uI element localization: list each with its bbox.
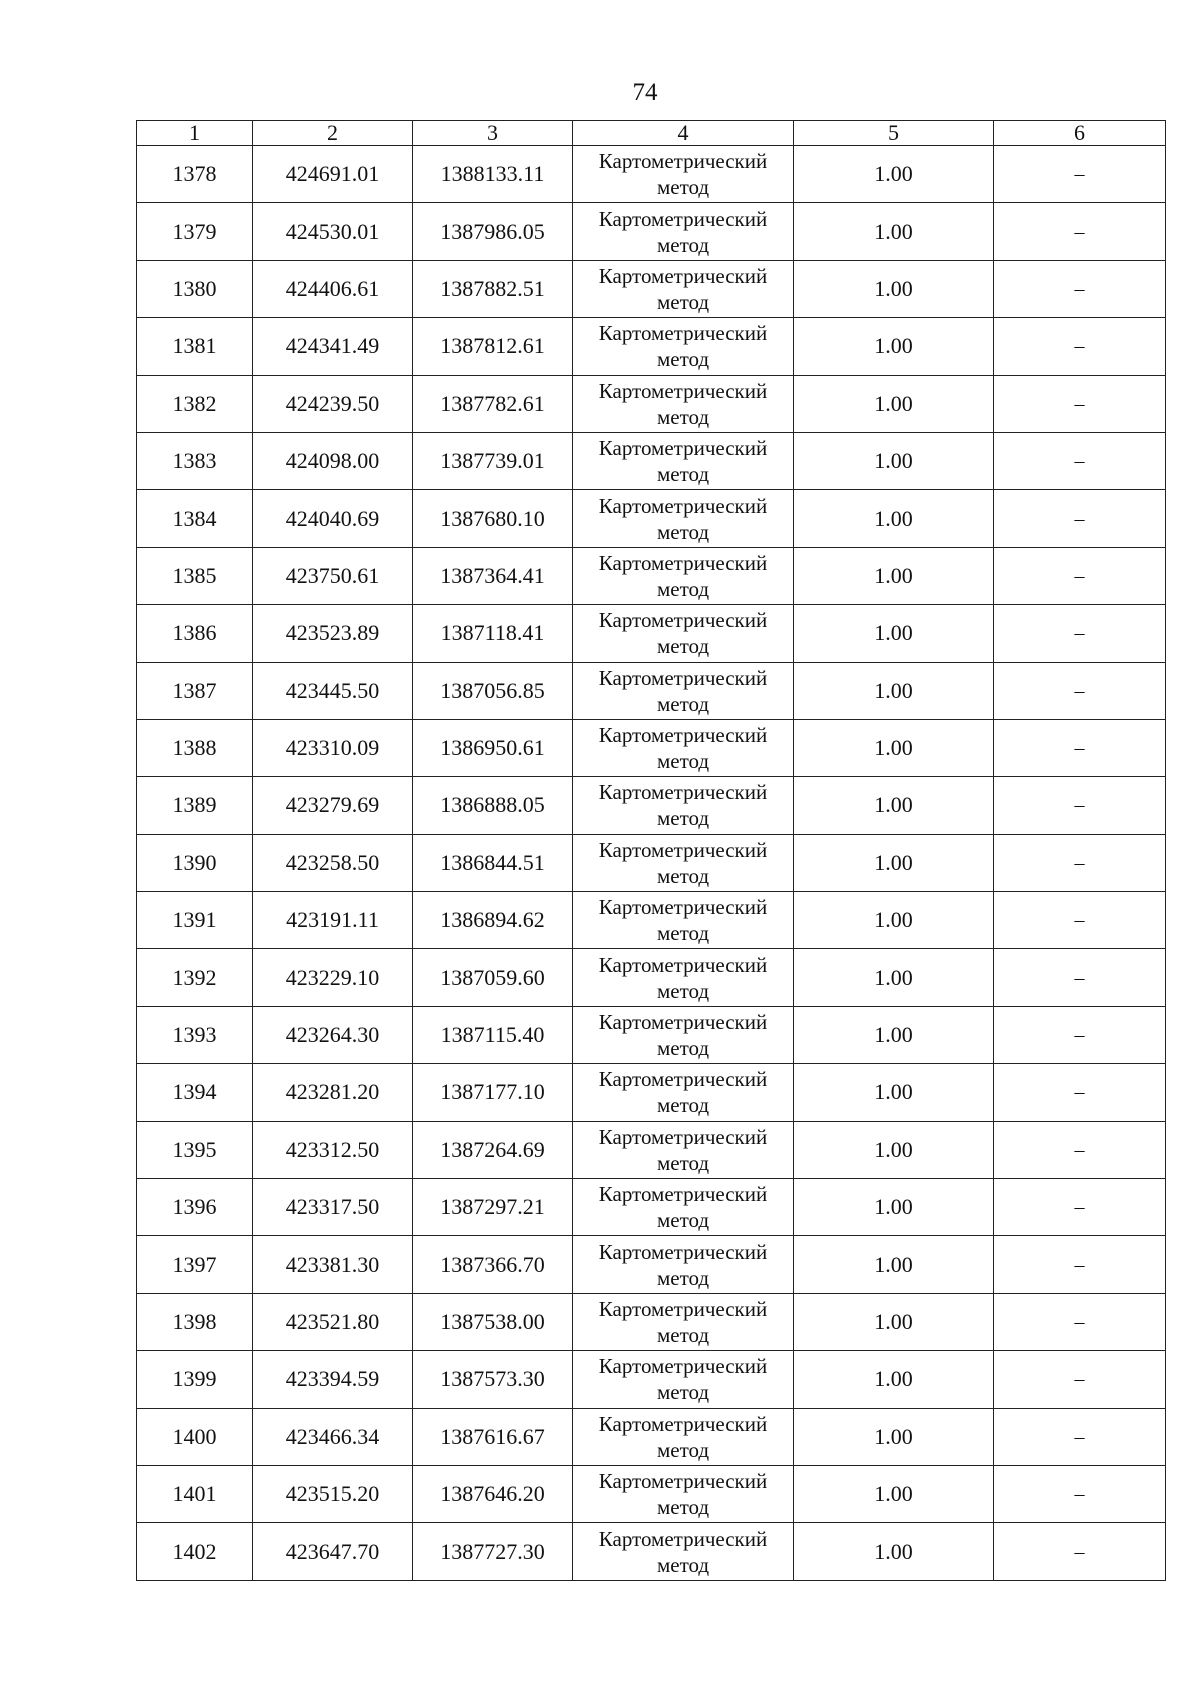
- table-row: [137, 1236, 1166, 1293]
- method-cell: [573, 834, 794, 891]
- x-coordinate-cell: 423647.70: [253, 1523, 413, 1580]
- method-text-line2: метод: [656, 1437, 710, 1462]
- method-text-line2: метод: [656, 691, 710, 716]
- method-text-line2: метод: [656, 462, 710, 487]
- method-text-line2: метод: [656, 634, 710, 659]
- method-cell: [573, 1121, 794, 1178]
- y-coordinate-cell: 1387782.61: [413, 375, 573, 432]
- method-cell: [573, 777, 794, 834]
- y-coordinate-cell: 1386844.51: [413, 834, 573, 891]
- note-cell: –: [994, 777, 1166, 834]
- method-text-line2: метод: [656, 749, 710, 774]
- note-cell: –: [994, 1293, 1166, 1350]
- method-cell: [573, 1179, 794, 1236]
- method-cell: [573, 1064, 794, 1121]
- method-text-line1: Картометрический: [598, 1354, 768, 1379]
- point-number-cell: 1393: [137, 1006, 253, 1063]
- method-cell: [573, 318, 794, 375]
- y-coordinate-cell: 1387812.61: [413, 318, 573, 375]
- method-cell: [573, 375, 794, 432]
- table-row: [137, 318, 1166, 375]
- method-cell: [573, 949, 794, 1006]
- y-coordinate-cell: 1387680.10: [413, 490, 573, 547]
- method-text-line2: метод: [656, 1150, 710, 1175]
- note-cell: –: [994, 432, 1166, 489]
- x-coordinate-cell: 424341.49: [253, 318, 413, 375]
- y-coordinate-cell: 1387364.41: [413, 547, 573, 604]
- column-header: 1: [137, 121, 253, 146]
- note-cell: –: [994, 1179, 1166, 1236]
- table-row: [137, 892, 1166, 949]
- point-number-cell: 1385: [137, 547, 253, 604]
- note-cell: –: [994, 949, 1166, 1006]
- accuracy-cell: 1.00: [794, 777, 994, 834]
- method-text-line2: метод: [656, 1323, 710, 1347]
- method-text-line1: Картометрический: [598, 149, 768, 174]
- y-coordinate-cell: 1387616.67: [413, 1408, 573, 1465]
- method-text-line1: Картометрический: [598, 952, 768, 977]
- method-text-line1: Картометрический: [598, 665, 768, 690]
- note-cell: –: [994, 1351, 1166, 1408]
- y-coordinate-cell: 1387882.51: [413, 260, 573, 317]
- method-cell: [573, 260, 794, 317]
- accuracy-cell: 1.00: [794, 432, 994, 489]
- accuracy-cell: 1.00: [794, 949, 994, 1006]
- point-number-cell: 1387: [137, 662, 253, 719]
- method-text-line2: метод: [656, 863, 710, 888]
- table-row: [137, 662, 1166, 719]
- table-row: [137, 203, 1166, 260]
- method-text-line2: метод: [656, 347, 710, 372]
- method-cell: [573, 1408, 794, 1465]
- method-text-line2: метод: [656, 806, 710, 831]
- y-coordinate-cell: 1387177.10: [413, 1064, 573, 1121]
- y-coordinate-cell: 1387115.40: [413, 1006, 573, 1063]
- accuracy-cell: 1.00: [794, 1179, 994, 1236]
- method-text-line2: метод: [656, 1380, 710, 1405]
- x-coordinate-cell: 424098.00: [253, 432, 413, 489]
- accuracy-cell: 1.00: [794, 1064, 994, 1121]
- y-coordinate-cell: 1387646.20: [413, 1465, 573, 1522]
- point-number-cell: 1391: [137, 892, 253, 949]
- point-number-cell: 1388: [137, 719, 253, 776]
- point-number-cell: 1381: [137, 318, 253, 375]
- method-text-line1: Картометрический: [598, 321, 768, 346]
- method-text-line2: метод: [656, 1495, 710, 1520]
- x-coordinate-cell: 424691.01: [253, 146, 413, 203]
- method-text-line1: Картометрический: [598, 1239, 768, 1264]
- point-number-cell: 1378: [137, 146, 253, 203]
- accuracy-cell: 1.00: [794, 662, 994, 719]
- accuracy-cell: 1.00: [794, 1523, 994, 1580]
- note-cell: –: [994, 318, 1166, 375]
- accuracy-cell: 1.00: [794, 146, 994, 203]
- table-row: [137, 432, 1166, 489]
- y-coordinate-cell: 1387573.30: [413, 1351, 573, 1408]
- point-number-cell: 1390: [137, 834, 253, 891]
- y-coordinate-cell: 1386950.61: [413, 719, 573, 776]
- x-coordinate-cell: 423310.09: [253, 719, 413, 776]
- method-cell: [573, 1523, 794, 1580]
- note-cell: –: [994, 1465, 1166, 1522]
- method-text-line1: Картометрический: [598, 837, 768, 862]
- note-cell: –: [994, 547, 1166, 604]
- note-cell: –: [994, 1121, 1166, 1178]
- note-cell: –: [994, 1064, 1166, 1121]
- method-cell: [573, 605, 794, 662]
- method-text-line1: Картометрический: [598, 1124, 768, 1149]
- x-coordinate-cell: 423381.30: [253, 1236, 413, 1293]
- point-number-cell: 1398: [137, 1293, 253, 1350]
- method-text-line1: Картометрический: [598, 1411, 768, 1436]
- y-coordinate-cell: 1387986.05: [413, 203, 573, 260]
- x-coordinate-cell: 424530.01: [253, 203, 413, 260]
- table-row: [137, 490, 1166, 547]
- point-number-cell: 1383: [137, 432, 253, 489]
- table-row: [137, 1293, 1166, 1350]
- method-text-line1: Картометрический: [598, 436, 768, 461]
- accuracy-cell: 1.00: [794, 1465, 994, 1522]
- x-coordinate-cell: 424406.61: [253, 260, 413, 317]
- point-number-cell: 1400: [137, 1408, 253, 1465]
- method-text-line1: Картометрический: [598, 723, 768, 748]
- note-cell: –: [994, 1006, 1166, 1063]
- method-text-line2: метод: [656, 978, 710, 1003]
- x-coordinate-cell: 423264.30: [253, 1006, 413, 1063]
- y-coordinate-cell: 1388133.11: [413, 146, 573, 203]
- x-coordinate-cell: 423521.80: [253, 1293, 413, 1350]
- method-text-line2: метод: [656, 1265, 710, 1290]
- method-cell: [573, 547, 794, 604]
- method-text-line1: Картометрический: [598, 1067, 768, 1092]
- x-coordinate-cell: 423258.50: [253, 834, 413, 891]
- y-coordinate-cell: 1386888.05: [413, 777, 573, 834]
- y-coordinate-cell: 1387538.00: [413, 1293, 573, 1350]
- method-text-line2: метод: [656, 519, 710, 544]
- note-cell: –: [994, 719, 1166, 776]
- x-coordinate-cell: 423317.50: [253, 1179, 413, 1236]
- y-coordinate-cell: 1387264.69: [413, 1121, 573, 1178]
- note-cell: –: [994, 662, 1166, 719]
- table-row: [137, 834, 1166, 891]
- point-number-cell: 1394: [137, 1064, 253, 1121]
- point-number-cell: 1396: [137, 1179, 253, 1236]
- table-row: [137, 1408, 1166, 1465]
- accuracy-cell: 1.00: [794, 375, 994, 432]
- note-cell: –: [994, 1523, 1166, 1580]
- method-cell: [573, 490, 794, 547]
- column-header: 2: [253, 121, 413, 146]
- x-coordinate-cell: 423523.89: [253, 605, 413, 662]
- note-cell: –: [994, 605, 1166, 662]
- accuracy-cell: 1.00: [794, 719, 994, 776]
- table-row: [137, 1064, 1166, 1121]
- method-text-line2: метод: [656, 404, 710, 429]
- table-row: [137, 777, 1166, 834]
- column-header: 5: [794, 121, 994, 146]
- accuracy-cell: 1.00: [794, 1236, 994, 1293]
- method-text-line1: Картометрический: [598, 206, 768, 231]
- point-number-cell: 1380: [137, 260, 253, 317]
- method-text-line2: метод: [656, 576, 710, 601]
- note-cell: –: [994, 1408, 1166, 1465]
- y-coordinate-cell: 1387739.01: [413, 432, 573, 489]
- accuracy-cell: 1.00: [794, 605, 994, 662]
- accuracy-cell: 1.00: [794, 547, 994, 604]
- x-coordinate-cell: 423312.50: [253, 1121, 413, 1178]
- method-cell: [573, 662, 794, 719]
- method-text-line1: Картометрический: [598, 1526, 768, 1551]
- x-coordinate-cell: 423191.11: [253, 892, 413, 949]
- method-text-line1: Картометрический: [598, 1010, 768, 1035]
- point-number-cell: 1397: [137, 1236, 253, 1293]
- point-number-cell: 1401: [137, 1465, 253, 1522]
- method-cell: [573, 203, 794, 260]
- point-number-cell: 1379: [137, 203, 253, 260]
- method-text-line1: Картометрический: [598, 378, 768, 403]
- x-coordinate-cell: 423466.34: [253, 1408, 413, 1465]
- point-number-cell: 1395: [137, 1121, 253, 1178]
- table-row: [137, 949, 1166, 1006]
- method-text-line1: Картометрический: [598, 550, 768, 575]
- x-coordinate-cell: 423394.59: [253, 1351, 413, 1408]
- method-cell: [573, 1006, 794, 1063]
- method-text-line2: метод: [656, 921, 710, 946]
- point-number-cell: 1392: [137, 949, 253, 1006]
- x-coordinate-cell: 423279.69: [253, 777, 413, 834]
- method-text-line2: метод: [656, 289, 710, 314]
- accuracy-cell: 1.00: [794, 203, 994, 260]
- point-number-cell: 1382: [137, 375, 253, 432]
- y-coordinate-cell: 1387297.21: [413, 1179, 573, 1236]
- note-cell: –: [994, 1236, 1166, 1293]
- x-coordinate-cell: 423281.20: [253, 1064, 413, 1121]
- method-text-line2: метод: [656, 175, 710, 200]
- note-cell: –: [994, 146, 1166, 203]
- x-coordinate-cell: 424040.69: [253, 490, 413, 547]
- point-number-cell: 1402: [137, 1523, 253, 1580]
- x-coordinate-cell: 423750.61: [253, 547, 413, 604]
- accuracy-cell: 1.00: [794, 834, 994, 891]
- method-text-line1: Картометрический: [598, 780, 768, 805]
- table-row: [137, 1465, 1166, 1522]
- table-row: [137, 1523, 1166, 1580]
- accuracy-cell: 1.00: [794, 490, 994, 547]
- x-coordinate-cell: 423229.10: [253, 949, 413, 1006]
- accuracy-cell: 1.00: [794, 1293, 994, 1350]
- table-row: [137, 1006, 1166, 1063]
- note-cell: –: [994, 490, 1166, 547]
- note-cell: –: [994, 260, 1166, 317]
- method-text-line1: Картометрический: [598, 1182, 768, 1207]
- method-cell: [573, 1465, 794, 1522]
- table-row: [137, 547, 1166, 604]
- y-coordinate-cell: 1387118.41: [413, 605, 573, 662]
- table-row: [137, 719, 1166, 776]
- y-coordinate-cell: 1387727.30: [413, 1523, 573, 1580]
- x-coordinate-cell: 424239.50: [253, 375, 413, 432]
- accuracy-cell: 1.00: [794, 1408, 994, 1465]
- method-text-line1: Картометрический: [598, 608, 768, 633]
- method-text-line2: метод: [656, 1208, 710, 1233]
- table-row: [137, 605, 1166, 662]
- point-number-cell: 1399: [137, 1351, 253, 1408]
- method-text-line1: Картометрический: [598, 1297, 768, 1321]
- method-text-line1: Картометрический: [598, 493, 768, 518]
- coordinates-table: [136, 120, 1166, 1581]
- method-text-line2: метод: [656, 1552, 710, 1577]
- method-cell: [573, 1293, 794, 1350]
- method-cell: [573, 146, 794, 203]
- note-cell: –: [994, 375, 1166, 432]
- y-coordinate-cell: 1387059.60: [413, 949, 573, 1006]
- point-number-cell: 1384: [137, 490, 253, 547]
- point-number-cell: 1389: [137, 777, 253, 834]
- accuracy-cell: 1.00: [794, 1121, 994, 1178]
- method-text-line1: Картометрический: [598, 895, 768, 920]
- method-text-line2: метод: [656, 1093, 710, 1118]
- table-header-row: [137, 121, 1166, 146]
- table-body: [137, 146, 1166, 1581]
- method-text-line2: метод: [656, 1036, 710, 1061]
- x-coordinate-cell: 423445.50: [253, 662, 413, 719]
- x-coordinate-cell: 423515.20: [253, 1465, 413, 1522]
- method-text-line1: Картометрический: [598, 263, 768, 288]
- note-cell: –: [994, 203, 1166, 260]
- y-coordinate-cell: 1386894.62: [413, 892, 573, 949]
- table-row: [137, 1179, 1166, 1236]
- note-cell: –: [994, 892, 1166, 949]
- column-header: 4: [573, 121, 794, 146]
- accuracy-cell: 1.00: [794, 1351, 994, 1408]
- method-cell: [573, 1236, 794, 1293]
- method-cell: [573, 1351, 794, 1408]
- method-text-line1: Картометрический: [598, 1469, 768, 1494]
- table-row: [137, 146, 1166, 203]
- table-row: [137, 375, 1166, 432]
- accuracy-cell: 1.00: [794, 260, 994, 317]
- method-cell: [573, 892, 794, 949]
- table-row: [137, 1121, 1166, 1178]
- y-coordinate-cell: 1387366.70: [413, 1236, 573, 1293]
- note-cell: –: [994, 834, 1166, 891]
- method-cell: [573, 432, 794, 489]
- y-coordinate-cell: 1387056.85: [413, 662, 573, 719]
- accuracy-cell: 1.00: [794, 318, 994, 375]
- accuracy-cell: 1.00: [794, 892, 994, 949]
- method-text-line2: метод: [656, 232, 710, 257]
- page-number: 74: [632, 79, 658, 106]
- table-row: [137, 260, 1166, 317]
- column-header: 3: [413, 121, 573, 146]
- accuracy-cell: 1.00: [794, 1006, 994, 1063]
- point-number-cell: 1386: [137, 605, 253, 662]
- column-header: 6: [994, 121, 1166, 146]
- method-cell: [573, 719, 794, 776]
- table-row: [137, 1351, 1166, 1408]
